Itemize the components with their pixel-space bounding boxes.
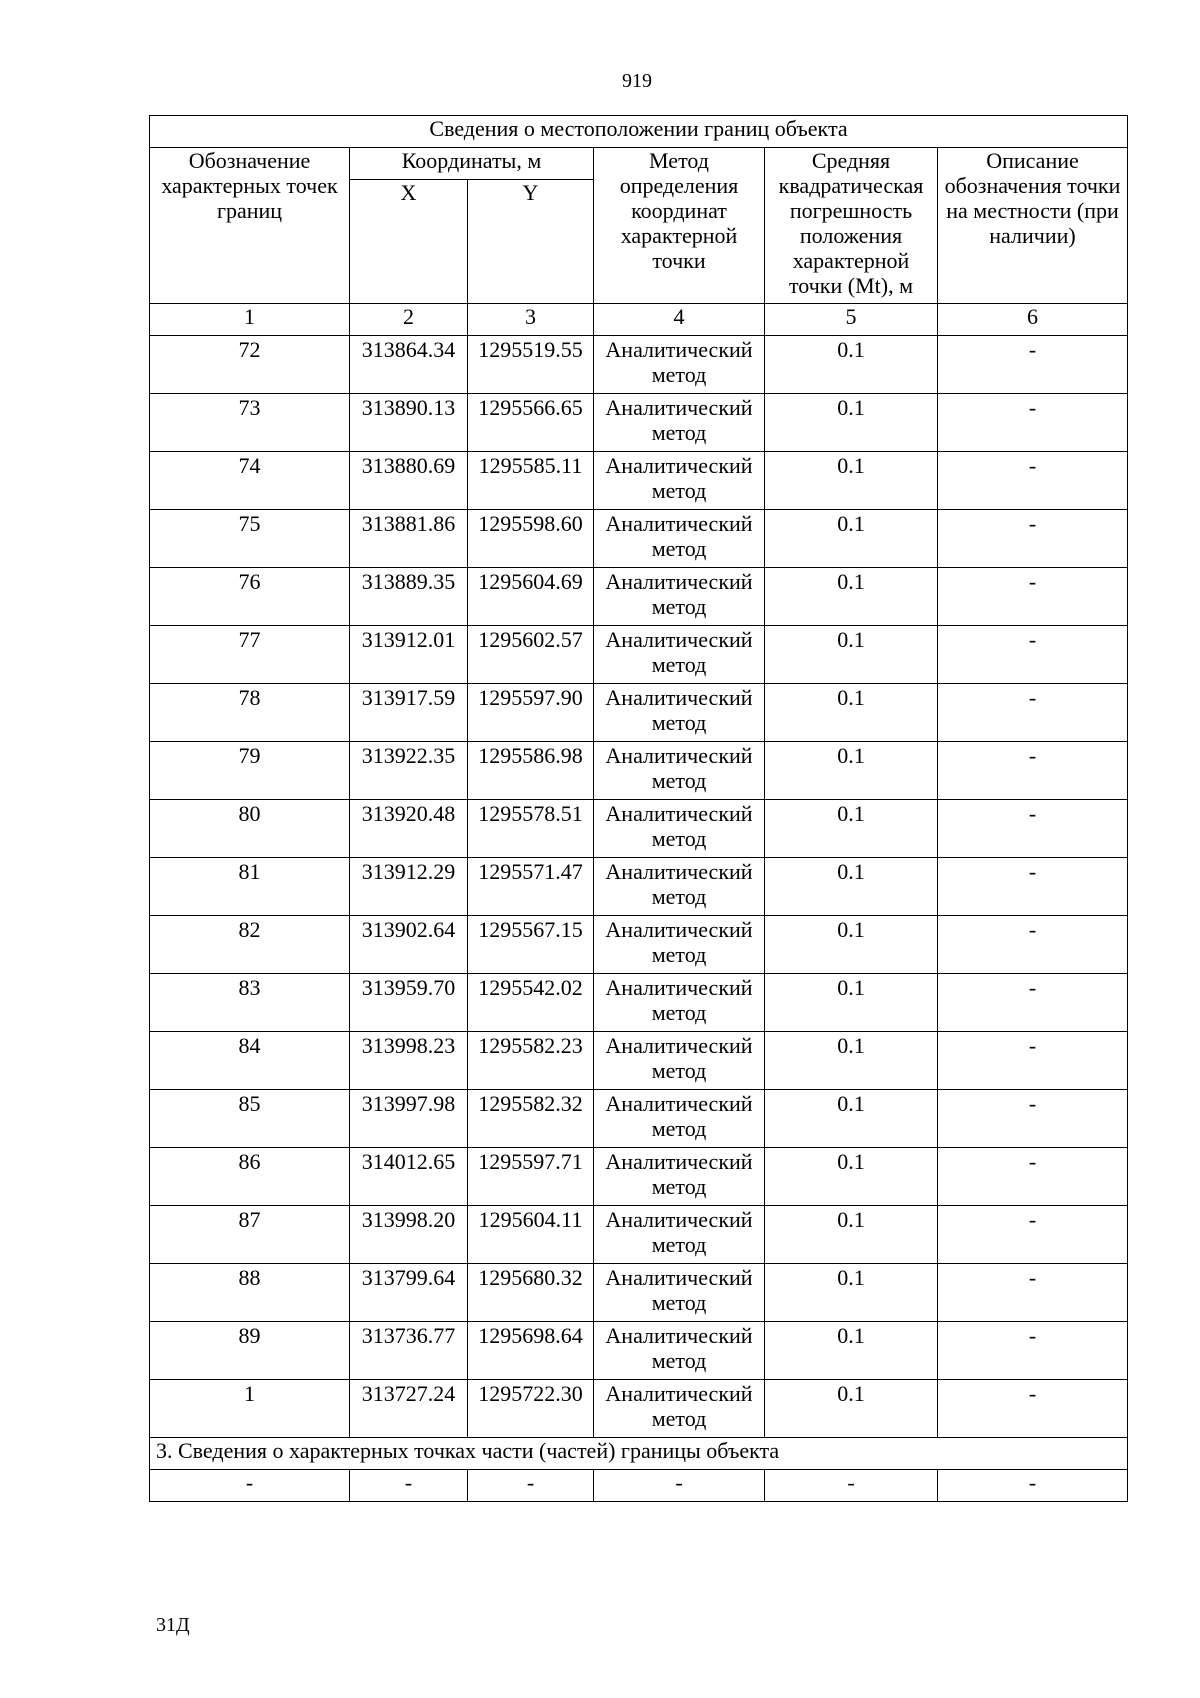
cell-error: 0.1 (765, 1148, 938, 1206)
column-number: 2 (350, 304, 468, 336)
cell-point: 88 (150, 1264, 350, 1322)
table-row (150, 1148, 1128, 1206)
cell-error: 0.1 (765, 394, 938, 452)
cell-method: Аналитический метод (594, 858, 765, 916)
cell-error: 0.1 (765, 684, 938, 742)
cell-y: 1295542.02 (468, 974, 594, 1032)
cell-point: 73 (150, 394, 350, 452)
cell-x: 313736.77 (350, 1322, 468, 1380)
cell-error: 0.1 (765, 974, 938, 1032)
cell-point: 86 (150, 1148, 350, 1206)
column-number-row (150, 304, 1128, 336)
cell-y: 1295585.11 (468, 452, 594, 510)
page-number: 919 (622, 70, 652, 92)
header-y: Y (468, 180, 594, 304)
cell-point: 72 (150, 336, 350, 394)
cell-description: - (938, 1380, 1128, 1438)
cell-method: Аналитический метод (594, 684, 765, 742)
table-row (150, 1090, 1128, 1148)
cell-description: - (938, 1264, 1128, 1322)
cell-description: - (938, 858, 1128, 916)
table-title: Сведения о местоположении границ объекта (150, 116, 1128, 148)
cell-error: 0.1 (765, 858, 938, 916)
cell-error: 0.1 (765, 1090, 938, 1148)
table-row (150, 974, 1128, 1032)
table-row (150, 510, 1128, 568)
cell-point: 89 (150, 1322, 350, 1380)
cell-x: 314012.65 (350, 1148, 468, 1206)
cell-method: Аналитический метод (594, 626, 765, 684)
table-row (150, 1206, 1128, 1264)
table-row (150, 336, 1128, 394)
cell-description: - (938, 626, 1128, 684)
table-row (150, 1032, 1128, 1090)
cell-method: Аналитический метод (594, 1090, 765, 1148)
cell-error: 0.1 (765, 452, 938, 510)
table-row (150, 394, 1128, 452)
cell-x: 313920.48 (350, 800, 468, 858)
column-number: 5 (765, 304, 938, 336)
footer-code: 31Д (156, 1614, 190, 1636)
cell-x: 313959.70 (350, 974, 468, 1032)
header-error: Средняя квадратическая погрешность положения характерной точки (Mt), м (765, 148, 938, 304)
column-number: 1 (150, 304, 350, 336)
cell-method: Аналитический метод (594, 336, 765, 394)
cell-y: 1295604.69 (468, 568, 594, 626)
table-row (150, 626, 1128, 684)
cell-x: 313889.35 (350, 568, 468, 626)
cell-error: 0.1 (765, 1322, 938, 1380)
cell-method: Аналитический метод (594, 1206, 765, 1264)
table-cell: - (594, 1470, 765, 1502)
cell-method: Аналитический метод (594, 1380, 765, 1438)
cell-x: 313881.86 (350, 510, 468, 568)
header-description: Описание обозначения точки на местности (при наличии) (938, 148, 1128, 304)
cell-error: 0.1 (765, 1032, 938, 1090)
cell-method: Аналитический метод (594, 510, 765, 568)
cell-description: - (938, 684, 1128, 742)
column-number: 4 (594, 304, 765, 336)
cell-error: 0.1 (765, 510, 938, 568)
cell-error: 0.1 (765, 800, 938, 858)
cell-x: 313727.24 (350, 1380, 468, 1438)
cell-description: - (938, 974, 1128, 1032)
cell-method: Аналитический метод (594, 452, 765, 510)
cell-point: 84 (150, 1032, 350, 1090)
cell-description: - (938, 1090, 1128, 1148)
section-3-title: 3. Сведения о характерных точках части (частей) границы объекта (150, 1438, 1128, 1470)
cell-x: 313799.64 (350, 1264, 468, 1322)
table-row (150, 916, 1128, 974)
table-row (150, 684, 1128, 742)
cell-point: 87 (150, 1206, 350, 1264)
cell-x: 313864.34 (350, 336, 468, 394)
cell-method: Аналитический метод (594, 800, 765, 858)
cell-method: Аналитический метод (594, 1322, 765, 1380)
cell-y: 1295604.11 (468, 1206, 594, 1264)
cell-point: 82 (150, 916, 350, 974)
table-cell: - (765, 1470, 938, 1502)
cell-description: - (938, 568, 1128, 626)
cell-y: 1295582.23 (468, 1032, 594, 1090)
table-cell: - (150, 1470, 350, 1502)
cell-x: 313917.59 (350, 684, 468, 742)
column-number: 6 (938, 304, 1128, 336)
header-method: Метод определения координат характерной точки (594, 148, 765, 304)
header-point-designation: Обозначение характерных точек границ (150, 148, 350, 304)
table-row (150, 1264, 1128, 1322)
cell-method: Аналитический метод (594, 916, 765, 974)
cell-point: 77 (150, 626, 350, 684)
cell-point: 79 (150, 742, 350, 800)
cell-x: 313998.23 (350, 1032, 468, 1090)
cell-description: - (938, 1206, 1128, 1264)
cell-y: 1295597.90 (468, 684, 594, 742)
cell-y: 1295571.47 (468, 858, 594, 916)
table-row (150, 568, 1128, 626)
cell-method: Аналитический метод (594, 742, 765, 800)
cell-x: 313902.64 (350, 916, 468, 974)
cell-y: 1295566.65 (468, 394, 594, 452)
cell-y: 1295567.15 (468, 916, 594, 974)
cell-description: - (938, 452, 1128, 510)
cell-y: 1295680.32 (468, 1264, 594, 1322)
cell-description: - (938, 742, 1128, 800)
cell-x: 313912.29 (350, 858, 468, 916)
cell-x: 313997.98 (350, 1090, 468, 1148)
table-row (150, 800, 1128, 858)
cell-method: Аналитический метод (594, 394, 765, 452)
cell-point: 78 (150, 684, 350, 742)
table-row (150, 1322, 1128, 1380)
cell-error: 0.1 (765, 1206, 938, 1264)
cell-x: 313922.35 (350, 742, 468, 800)
cell-error: 0.1 (765, 1380, 938, 1438)
cell-y: 1295586.98 (468, 742, 594, 800)
cell-y: 1295578.51 (468, 800, 594, 858)
cell-description: - (938, 1322, 1128, 1380)
table-row (150, 858, 1128, 916)
cell-error: 0.1 (765, 916, 938, 974)
header-x: X (350, 180, 468, 304)
cell-point: 80 (150, 800, 350, 858)
cell-y: 1295698.64 (468, 1322, 594, 1380)
cell-point: 75 (150, 510, 350, 568)
cell-description: - (938, 510, 1128, 568)
column-number: 3 (468, 304, 594, 336)
cell-error: 0.1 (765, 1264, 938, 1322)
cell-y: 1295519.55 (468, 336, 594, 394)
table-row (150, 742, 1128, 800)
cell-x: 313880.69 (350, 452, 468, 510)
section-3-empty-row (150, 1470, 1128, 1502)
cell-method: Аналитический метод (594, 1264, 765, 1322)
cell-y: 1295598.60 (468, 510, 594, 568)
cell-description: - (938, 916, 1128, 974)
cell-point: 1 (150, 1380, 350, 1438)
cell-description: - (938, 1032, 1128, 1090)
cell-y: 1295722.30 (468, 1380, 594, 1438)
cell-method: Аналитический метод (594, 568, 765, 626)
table-row (150, 452, 1128, 510)
header-coordinates: Координаты, м (350, 148, 594, 180)
cell-description: - (938, 1148, 1128, 1206)
cell-description: - (938, 394, 1128, 452)
cell-y: 1295602.57 (468, 626, 594, 684)
cell-x: 313912.01 (350, 626, 468, 684)
boundary-coordinates-table (149, 115, 1128, 1502)
cell-error: 0.1 (765, 742, 938, 800)
cell-x: 313998.20 (350, 1206, 468, 1264)
table-cell: - (350, 1470, 468, 1502)
table-cell: - (938, 1470, 1128, 1502)
cell-y: 1295582.32 (468, 1090, 594, 1148)
cell-y: 1295597.71 (468, 1148, 594, 1206)
cell-point: 74 (150, 452, 350, 510)
cell-error: 0.1 (765, 568, 938, 626)
table-row (150, 1380, 1128, 1438)
cell-point: 83 (150, 974, 350, 1032)
table-cell: - (468, 1470, 594, 1502)
cell-x: 313890.13 (350, 394, 468, 452)
cell-error: 0.1 (765, 336, 938, 394)
cell-point: 81 (150, 858, 350, 916)
cell-description: - (938, 800, 1128, 858)
cell-method: Аналитический метод (594, 1032, 765, 1090)
cell-point: 76 (150, 568, 350, 626)
cell-description: - (938, 336, 1128, 394)
cell-error: 0.1 (765, 626, 938, 684)
cell-method: Аналитический метод (594, 974, 765, 1032)
cell-method: Аналитический метод (594, 1148, 765, 1206)
cell-point: 85 (150, 1090, 350, 1148)
